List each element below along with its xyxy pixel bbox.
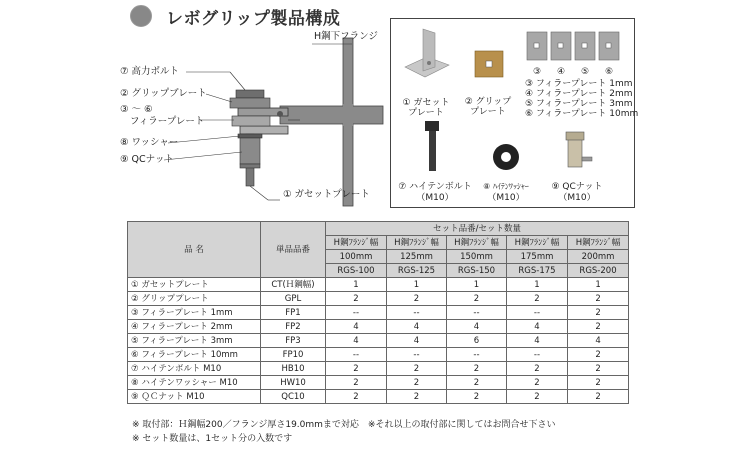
note-line-2: ※ セット数量は、1セット分の入数です bbox=[132, 434, 293, 444]
row-part: HW10 bbox=[261, 376, 326, 390]
grip-label-2: プレート bbox=[470, 107, 506, 117]
grip-label-1: ② グリップ bbox=[464, 97, 512, 107]
row-name: ③ フィラープレート 1mm bbox=[128, 306, 261, 320]
row-qty: 2 bbox=[507, 390, 568, 404]
table-row bbox=[128, 278, 629, 292]
row-part: FP1 bbox=[261, 306, 326, 320]
row-qty: 2 bbox=[568, 390, 629, 404]
filler-num-3: ③ bbox=[532, 67, 542, 77]
set-flange: H鋼ﾌﾗﾝｼﾞ幅 bbox=[507, 236, 568, 250]
row-qty: 1 bbox=[387, 278, 447, 292]
row-qty: -- bbox=[387, 306, 447, 320]
row-qty: 4 bbox=[326, 320, 387, 334]
bolt-label-2: （M10） bbox=[416, 193, 454, 203]
row-qty: 2 bbox=[507, 292, 568, 306]
row-name: ⑦ ハイテンボルト M10 bbox=[128, 362, 261, 376]
row-part: FP3 bbox=[261, 334, 326, 348]
row-qty: 2 bbox=[568, 306, 629, 320]
row-qty: -- bbox=[507, 348, 568, 362]
gusset-label-2: プレート bbox=[408, 108, 444, 118]
row-qty: 2 bbox=[507, 362, 568, 376]
row-qty: 2 bbox=[568, 320, 629, 334]
row-qty: -- bbox=[387, 348, 447, 362]
table-row bbox=[128, 334, 629, 348]
set-width: 175mm bbox=[507, 250, 568, 264]
row-qty: 2 bbox=[447, 362, 507, 376]
row-qty: 2 bbox=[447, 390, 507, 404]
row-name: ⑤ フィラープレート 3mm bbox=[128, 334, 261, 348]
row-qty: 2 bbox=[326, 390, 387, 404]
table-header-row bbox=[128, 222, 629, 236]
row-name: ① ガセットプレート bbox=[128, 278, 261, 292]
page-title: レボグリップ製品構成 bbox=[166, 8, 341, 29]
set-code: RGS-150 bbox=[447, 264, 507, 278]
callout-filler-range: ③ 〜 ⑥ bbox=[120, 104, 153, 115]
callout-filler-plate: フィラープレート bbox=[130, 116, 205, 127]
filler-num-4: ④ bbox=[556, 67, 566, 77]
note-line-1: ※ 取付部：Ｈ鋼幅200／フランジ厚さ19.0mmまで対応 ※それ以上の取付部に関してはお問合せ下さい bbox=[132, 420, 556, 430]
row-qty: 1 bbox=[568, 278, 629, 292]
set-flange: H鋼ﾌﾗﾝｼﾞ幅 bbox=[326, 236, 387, 250]
row-qty: 4 bbox=[507, 320, 568, 334]
row-qty: 4 bbox=[326, 334, 387, 348]
set-width: 125mm bbox=[387, 250, 447, 264]
set-flange: H鋼ﾌﾗﾝｼﾞ幅 bbox=[568, 236, 629, 250]
row-qty: 4 bbox=[387, 334, 447, 348]
table-row bbox=[128, 348, 629, 362]
row-part: FP10 bbox=[261, 348, 326, 362]
row-name: ⑨ ＱＣナット M10 bbox=[128, 390, 261, 404]
grip-plate-shape bbox=[230, 98, 270, 108]
callout-qc-nut: ⑨ QCナット bbox=[120, 154, 174, 165]
column-header-name: 品 名 bbox=[128, 222, 261, 278]
table-row bbox=[128, 376, 629, 390]
row-qty: 2 bbox=[447, 292, 507, 306]
row-qty: -- bbox=[447, 306, 507, 320]
row-part: QC10 bbox=[261, 390, 326, 404]
row-part: FP2 bbox=[261, 320, 326, 334]
row-qty: 4 bbox=[568, 334, 629, 348]
row-qty: 1 bbox=[447, 278, 507, 292]
row-qty: 2 bbox=[568, 292, 629, 306]
set-code: RGS-125 bbox=[387, 264, 447, 278]
filler-list-3: ⑤ フィラープレート 3mm bbox=[525, 99, 633, 109]
gusset-label-1: ① ガセット bbox=[402, 98, 450, 108]
row-qty: 2 bbox=[387, 376, 447, 390]
row-qty: 6 bbox=[447, 334, 507, 348]
row-qty: 4 bbox=[447, 320, 507, 334]
row-qty: 2 bbox=[387, 362, 447, 376]
filler-plate-shape bbox=[232, 116, 270, 126]
row-qty: 2 bbox=[326, 376, 387, 390]
row-qty: -- bbox=[326, 348, 387, 362]
nut-label-1: ⑨ QCナット bbox=[551, 182, 603, 192]
row-qty: 2 bbox=[447, 376, 507, 390]
column-header-set: セット品番/セット数量 bbox=[326, 222, 629, 236]
row-qty: 2 bbox=[507, 376, 568, 390]
set-code: RGS-200 bbox=[568, 264, 629, 278]
row-qty: 2 bbox=[568, 362, 629, 376]
washer-label-2: （M10） bbox=[487, 193, 525, 203]
qc-nut-icon bbox=[568, 137, 582, 167]
row-qty: -- bbox=[507, 306, 568, 320]
notes bbox=[132, 418, 555, 446]
callout-grip-plate: ② グリップブレート bbox=[120, 88, 207, 99]
row-name: ② グリッププレート bbox=[128, 292, 261, 306]
row-qty: 1 bbox=[507, 278, 568, 292]
washer-label-1: ⑧ ﾊｲﾃﾝﾜｯｼｬｰ bbox=[483, 182, 529, 191]
set-flange: H鋼ﾌﾗﾝｼﾞ幅 bbox=[447, 236, 507, 250]
row-qty: 2 bbox=[387, 390, 447, 404]
row-qty: 4 bbox=[507, 334, 568, 348]
set-code: RGS-175 bbox=[507, 264, 568, 278]
table-row bbox=[128, 292, 629, 306]
parts-panel bbox=[390, 18, 639, 208]
row-qty: 4 bbox=[387, 320, 447, 334]
row-qty: -- bbox=[326, 306, 387, 320]
row-qty: 2 bbox=[568, 376, 629, 390]
set-code: RGS-100 bbox=[326, 264, 387, 278]
table-row bbox=[128, 320, 629, 334]
bolt-head-shape bbox=[236, 90, 264, 98]
nut-label-2: （M10） bbox=[558, 193, 596, 203]
qc-nut-shape bbox=[240, 138, 260, 164]
row-name: ④ フィラープレート 2mm bbox=[128, 320, 261, 334]
row-qty: 2 bbox=[326, 292, 387, 306]
high-tension-bolt-icon bbox=[425, 121, 439, 131]
row-qty: 2 bbox=[326, 362, 387, 376]
filler-list-2: ④ フィラープレート 2mm bbox=[525, 89, 633, 99]
washer-shape bbox=[238, 134, 262, 138]
set-width: 100mm bbox=[326, 250, 387, 264]
row-part: CT(Ｈ鋼幅) bbox=[261, 278, 326, 292]
set-width: 200mm bbox=[568, 250, 629, 264]
row-qty: 1 bbox=[326, 278, 387, 292]
row-name: ⑥ フィラープレート 10mm bbox=[128, 348, 261, 362]
table-row bbox=[128, 306, 629, 320]
filler-num-5: ⑤ bbox=[580, 67, 590, 77]
row-part: HB10 bbox=[261, 362, 326, 376]
table-row bbox=[128, 390, 629, 404]
callout-gusset-plate: ① ガセットプレート bbox=[283, 189, 370, 200]
filler-list-4: ⑥ フィラープレート 10mm bbox=[525, 109, 639, 119]
filler-list-1: ③ フィラープレート 1mm bbox=[525, 79, 633, 89]
callout-bolt: ⑦ 高力ボルト bbox=[120, 66, 180, 77]
row-qty: -- bbox=[447, 348, 507, 362]
set-flange: H鋼ﾌﾗﾝｼﾞ幅 bbox=[387, 236, 447, 250]
filler-num-6: ⑥ bbox=[604, 67, 614, 77]
set-width: 150mm bbox=[447, 250, 507, 264]
row-qty: 2 bbox=[568, 348, 629, 362]
flange-label: H鋼下フランジ bbox=[314, 31, 378, 42]
callout-washer: ⑧ ワッシャー bbox=[120, 137, 179, 148]
row-part: GPL bbox=[261, 292, 326, 306]
row-name: ⑧ ハイテンワッシャー M10 bbox=[128, 376, 261, 390]
table-row bbox=[128, 362, 629, 376]
column-header-part-number: 単品品番 bbox=[261, 222, 326, 278]
row-qty: 2 bbox=[387, 292, 447, 306]
h-beam-flange bbox=[280, 106, 383, 124]
product-set-table bbox=[127, 221, 629, 404]
bolt-label-1: ⑦ ハイテンボルト bbox=[398, 182, 472, 192]
